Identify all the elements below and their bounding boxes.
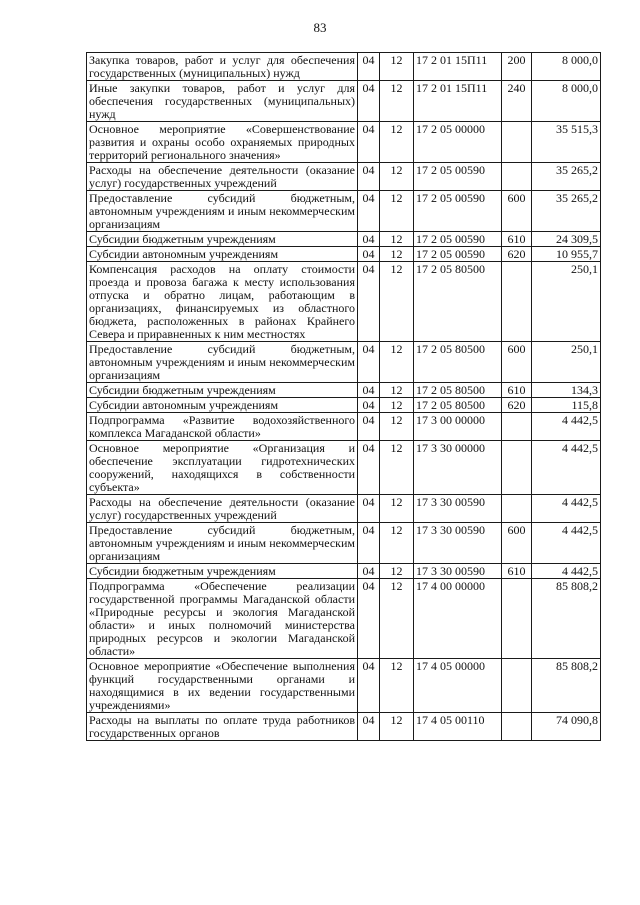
row-amount: 250,1 bbox=[532, 342, 601, 383]
row-section-code: 12 bbox=[380, 659, 414, 713]
table-row bbox=[87, 53, 601, 81]
row-target-code: 17 2 05 00000 bbox=[414, 122, 502, 163]
table-row bbox=[87, 441, 601, 495]
row-name: Основное мероприятие «Обеспечение выполнения функций государственными органами и находящимися в их ведении государственными учреждениями» bbox=[87, 659, 358, 713]
row-target-code: 17 2 01 15П11 bbox=[414, 81, 502, 122]
row-section-code: 12 bbox=[380, 495, 414, 523]
row-name: Расходы на обеспечение деятельности (оказание услуг) государственных учреждений bbox=[87, 495, 358, 523]
row-target-code: 17 3 00 00000 bbox=[414, 413, 502, 441]
table-row bbox=[87, 122, 601, 163]
row-amount: 4 442,5 bbox=[532, 441, 601, 495]
row-target-code: 17 2 05 80500 bbox=[414, 262, 502, 342]
row-ved-code: 04 bbox=[358, 441, 380, 495]
row-expense-type: 610 bbox=[502, 564, 532, 579]
row-expense-type: 600 bbox=[502, 342, 532, 383]
table-row bbox=[87, 398, 601, 413]
row-amount: 85 808,2 bbox=[532, 659, 601, 713]
row-ved-code: 04 bbox=[358, 342, 380, 383]
row-ved-code: 04 bbox=[358, 383, 380, 398]
row-target-code: 17 4 05 00000 bbox=[414, 659, 502, 713]
table-row bbox=[87, 659, 601, 713]
row-section-code: 12 bbox=[380, 232, 414, 247]
row-expense-type: 620 bbox=[502, 398, 532, 413]
row-name: Предоставление субсидий бюджетным, автономным учреждениям и иным некоммерческим организациям bbox=[87, 191, 358, 232]
row-ved-code: 04 bbox=[358, 232, 380, 247]
row-name: Основное мероприятие «Организация и обеспечение эксплуатации гидротехнических сооружений, находящихся в собственности субъекта» bbox=[87, 441, 358, 495]
row-expense-type bbox=[502, 495, 532, 523]
row-name: Подпрограмма «Развитие водохозяйственного комплекса Магаданской области» bbox=[87, 413, 358, 441]
row-amount: 134,3 bbox=[532, 383, 601, 398]
row-ved-code: 04 bbox=[358, 579, 380, 659]
row-ved-code: 04 bbox=[358, 191, 380, 232]
budget-table-body bbox=[87, 53, 601, 741]
row-name: Предоставление субсидий бюджетным, автономным учреждениям и иным некоммерческим организациям bbox=[87, 523, 358, 564]
row-name: Компенсация расходов на оплату стоимости проезда и провоза багажа к месту использования отпуска и обратно лицам, работающим в организациях, финансируемых из областного бюджета, расположенных в районах Крайнего Севера и приравненных к ним местностях bbox=[87, 262, 358, 342]
table-row bbox=[87, 495, 601, 523]
row-section-code: 12 bbox=[380, 53, 414, 81]
row-amount: 24 309,5 bbox=[532, 232, 601, 247]
table-row bbox=[87, 579, 601, 659]
row-name: Иные закупки товаров, работ и услуг для обеспечения государственных (муниципальных) нужд bbox=[87, 81, 358, 122]
row-amount: 8 000,0 bbox=[532, 53, 601, 81]
row-target-code: 17 3 30 00590 bbox=[414, 523, 502, 564]
row-section-code: 12 bbox=[380, 191, 414, 232]
row-amount: 35 515,3 bbox=[532, 122, 601, 163]
row-target-code: 17 2 01 15П11 bbox=[414, 53, 502, 81]
row-name: Подпрограмма «Обеспечение реализации государственной программы Магаданской области «Природные ресурсы и экология Магаданской области» и иных полномочий министерства природных ресурсов и экологии Магаданской области» bbox=[87, 579, 358, 659]
row-ved-code: 04 bbox=[358, 247, 380, 262]
row-target-code: 17 2 05 80500 bbox=[414, 383, 502, 398]
table-row bbox=[87, 163, 601, 191]
row-expense-type: 610 bbox=[502, 232, 532, 247]
table-row bbox=[87, 247, 601, 262]
row-expense-type bbox=[502, 441, 532, 495]
table-row bbox=[87, 713, 601, 741]
row-expense-type bbox=[502, 163, 532, 191]
row-expense-type: 610 bbox=[502, 383, 532, 398]
row-ved-code: 04 bbox=[358, 713, 380, 741]
row-ved-code: 04 bbox=[358, 163, 380, 191]
row-target-code: 17 2 05 00590 bbox=[414, 247, 502, 262]
row-amount: 4 442,5 bbox=[532, 413, 601, 441]
row-expense-type: 600 bbox=[502, 191, 532, 232]
row-section-code: 12 bbox=[380, 383, 414, 398]
row-name: Расходы на обеспечение деятельности (оказание услуг) государственных учреждений bbox=[87, 163, 358, 191]
row-amount: 250,1 bbox=[532, 262, 601, 342]
row-expense-type: 200 bbox=[502, 53, 532, 81]
row-amount: 4 442,5 bbox=[532, 495, 601, 523]
row-name: Расходы на выплаты по оплате труда работников государственных органов bbox=[87, 713, 358, 741]
row-ved-code: 04 bbox=[358, 81, 380, 122]
row-target-code: 17 2 05 00590 bbox=[414, 232, 502, 247]
row-section-code: 12 bbox=[380, 713, 414, 741]
page-number: 83 bbox=[313, 20, 327, 35]
row-name: Субсидии бюджетным учреждениям bbox=[87, 564, 358, 579]
row-section-code: 12 bbox=[380, 81, 414, 122]
row-amount: 8 000,0 bbox=[532, 81, 601, 122]
row-section-code: 12 bbox=[380, 262, 414, 342]
row-expense-type bbox=[502, 713, 532, 741]
row-target-code: 17 3 30 00000 bbox=[414, 441, 502, 495]
row-ved-code: 04 bbox=[358, 53, 380, 81]
row-expense-type: 600 bbox=[502, 523, 532, 564]
row-expense-type bbox=[502, 262, 532, 342]
table-row bbox=[87, 564, 601, 579]
row-target-code: 17 2 05 80500 bbox=[414, 342, 502, 383]
table-row bbox=[87, 523, 601, 564]
row-expense-type bbox=[502, 122, 532, 163]
row-name: Субсидии автономным учреждениям bbox=[87, 247, 358, 262]
row-ved-code: 04 bbox=[358, 523, 380, 564]
row-section-code: 12 bbox=[380, 247, 414, 262]
row-section-code: 12 bbox=[380, 441, 414, 495]
row-amount: 115,8 bbox=[532, 398, 601, 413]
table-row bbox=[87, 191, 601, 232]
row-expense-type bbox=[502, 579, 532, 659]
row-target-code: 17 4 00 00000 bbox=[414, 579, 502, 659]
row-target-code: 17 2 05 00590 bbox=[414, 191, 502, 232]
table-row bbox=[87, 342, 601, 383]
row-section-code: 12 bbox=[380, 579, 414, 659]
row-target-code: 17 3 30 00590 bbox=[414, 564, 502, 579]
row-amount: 85 808,2 bbox=[532, 579, 601, 659]
row-ved-code: 04 bbox=[358, 413, 380, 441]
row-ved-code: 04 bbox=[358, 398, 380, 413]
table-row bbox=[87, 81, 601, 122]
row-section-code: 12 bbox=[380, 413, 414, 441]
row-amount: 35 265,2 bbox=[532, 191, 601, 232]
row-target-code: 17 3 30 00590 bbox=[414, 495, 502, 523]
row-expense-type: 620 bbox=[502, 247, 532, 262]
row-name: Субсидии бюджетным учреждениям bbox=[87, 383, 358, 398]
table-row bbox=[87, 262, 601, 342]
row-target-code: 17 4 05 00110 bbox=[414, 713, 502, 741]
table-row bbox=[87, 383, 601, 398]
row-name: Субсидии бюджетным учреждениям bbox=[87, 232, 358, 247]
row-section-code: 12 bbox=[380, 122, 414, 163]
table-row bbox=[87, 232, 601, 247]
row-expense-type: 240 bbox=[502, 81, 532, 122]
row-ved-code: 04 bbox=[358, 122, 380, 163]
row-section-code: 12 bbox=[380, 523, 414, 564]
row-name: Закупка товаров, работ и услуг для обеспечения государственных (муниципальных) нужд bbox=[87, 53, 358, 81]
row-amount: 4 442,5 bbox=[532, 523, 601, 564]
row-amount: 74 090,8 bbox=[532, 713, 601, 741]
row-expense-type bbox=[502, 413, 532, 441]
budget-table bbox=[86, 52, 601, 741]
row-name: Основное мероприятие «Совершенствование развития и охраны особо охраняемых природных территорий регионального значения» bbox=[87, 122, 358, 163]
row-ved-code: 04 bbox=[358, 659, 380, 713]
row-ved-code: 04 bbox=[358, 564, 380, 579]
row-section-code: 12 bbox=[380, 398, 414, 413]
row-ved-code: 04 bbox=[358, 495, 380, 523]
row-target-code: 17 2 05 80500 bbox=[414, 398, 502, 413]
row-ved-code: 04 bbox=[358, 262, 380, 342]
row-name: Субсидии автономным учреждениям bbox=[87, 398, 358, 413]
row-amount: 10 955,7 bbox=[532, 247, 601, 262]
row-target-code: 17 2 05 00590 bbox=[414, 163, 502, 191]
row-section-code: 12 bbox=[380, 163, 414, 191]
row-expense-type bbox=[502, 659, 532, 713]
row-amount: 35 265,2 bbox=[532, 163, 601, 191]
row-name: Предоставление субсидий бюджетным, автономным учреждениям и иным некоммерческим организациям bbox=[87, 342, 358, 383]
row-section-code: 12 bbox=[380, 564, 414, 579]
row-amount: 4 442,5 bbox=[532, 564, 601, 579]
row-section-code: 12 bbox=[380, 342, 414, 383]
table-row bbox=[87, 413, 601, 441]
